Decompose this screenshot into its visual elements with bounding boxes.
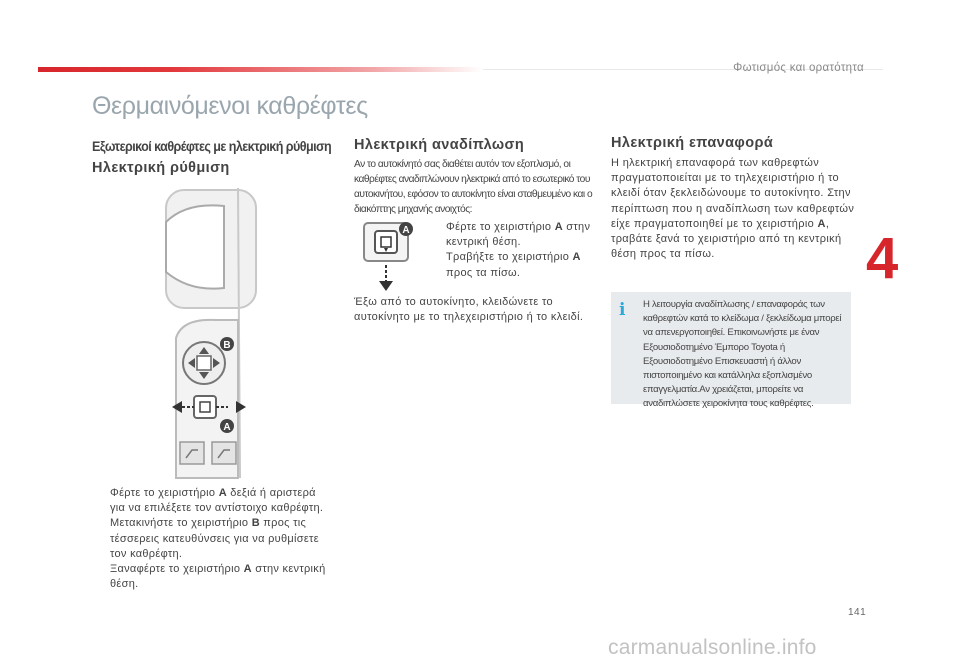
outside-lock-text: Έξω από το αυτοκίνητο, κλειδώνετε το αυτοκίνητο με το τηλεχειριστήριο ή το κλειδί. [354,296,584,324]
folding-intro: Αν το αυτοκίνητό σας διαθέτει αυτόν τον εξοπλισμό, οι καθρέφτες αναδιπλώνουν ηλεκτρικά από το εσωτερικό του αυτοκινήτου, εφόσον το αυτοκίνητο είναι σταθμευμένο και ο διακόπτης μηχανής ανοιχτός: [354,159,593,215]
header-accent-bar [38,67,483,72]
section-title: Φωτισμός και ορατότητα [733,62,864,74]
chapter-number: 4 [866,226,899,291]
unfolding-body: Η ηλεκτρική επαναφορά των καθρεφτών πραγματοποιείται με το τηλεχειριστήριο ή το κλειδί όταν ξεκλειδώνουμε το αυτοκίνητο. Στην περίπτωση που η αναδίπλωση των καθρεφτών είχε πραγματοποιηθεί με το χειριστήριο A, τραβάτε ξανά το χειριστήριο από τη κεντρική θέση προς τα πίσω. [611,157,855,261]
watermark: carmanualsonline.info [608,636,817,659]
mirror-control-illustration [160,188,260,478]
heading-electric-folding: Ηλεκτρική αναδίπλωση [354,137,525,153]
info-box [611,292,851,410]
label-b: B [223,340,231,351]
list-item: Ξαναφέρτε το χειριστήριο A στην κεντρική θέση. [110,563,326,591]
info-text: Η λειτουργία αναδίπλωσης / επαναφοράς των καθρεφτών κατά το κλείδωμα / ξεκλείδωμα μπορεί να απενεργοποιηθεί. Επικοινωνήστε με έναν Εξουσιοδοτημένο Έμπορο Toyota ή Εξουσιοδοτημένο Επισκευαστή ή άλλον πιστοποιημένο και κατάλληλα εξοπλισμένο επαγγελματία.Αν χρειάζεται, μπορείτε να αναδιπλώσετε χειροκίνητα τους καθρέφτες. [643,299,842,410]
page-number: 141 [848,607,867,618]
list-item: Τραβήξτε το χειριστήριο A προς τα πίσω. [446,251,581,279]
middle-steps [428,220,593,281]
left-steps [92,486,332,592]
label-a: A [223,422,231,433]
heading-electric-adjustment: Ηλεκτρική ρύθμιση [92,160,230,176]
heading-electric-unfolding: Ηλεκτρική επαναφορά [611,135,774,151]
left-subtitle: Εξωτερικοί καθρέφτες με ηλεκτρική ρύθμιση [92,139,332,154]
list-item: Φέρτε το χειριστήριο A στην κεντρική θέση. [446,221,591,249]
list-item: Φέρτε το χειριστήριο A δεξιά ή αριστερά για να επιλέξετε τον αντίστοιχο καθρέφτη. [110,487,324,515]
page-title: Θερμαινόμενοι καθρέφτες [92,92,368,120]
list-item: Μετακινήστε το χειριστήριο B προς τις τέσσερεις κατευθύνσεις για να ρυθμίσετε τον καθρέφτη. [110,517,319,560]
info-icon: i [619,300,626,320]
label-a-fold: A [402,225,410,236]
fold-control-illustration [362,221,418,297]
